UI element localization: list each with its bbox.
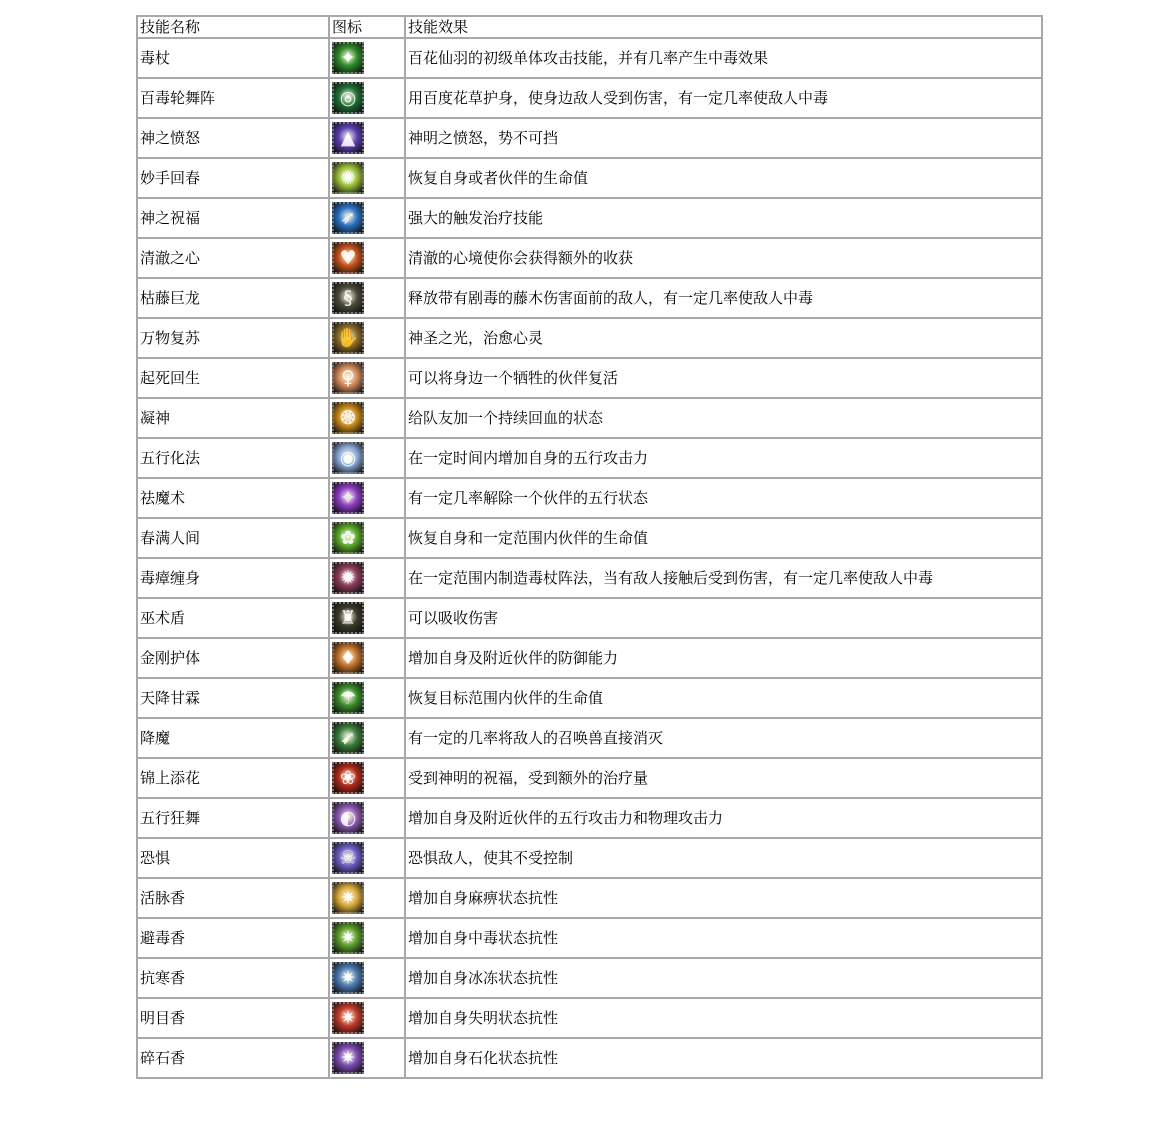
elemental-dance-icon: [332, 802, 364, 834]
skill-icon-cell: [329, 278, 405, 318]
skill-icon-cell: [329, 478, 405, 518]
poison-staff-glyph: ✦: [340, 47, 356, 69]
skill-name: 天降甘霖: [137, 678, 329, 718]
divine-blessing-glyph: ➶: [340, 207, 356, 229]
skill-icon-cell: [329, 838, 405, 878]
miasma-glyph: ✹: [340, 567, 356, 589]
skill-name: 锦上添花: [137, 758, 329, 798]
table-row: [137, 1038, 1042, 1078]
skill-name: 起死回生: [137, 358, 329, 398]
demon-subdue-icon: [332, 722, 364, 754]
fear-glyph: ☠: [339, 847, 357, 869]
vine-dragon-glyph: §: [343, 287, 353, 309]
resurrect-glyph: ♀: [341, 367, 355, 389]
five-elements-glyph: ◉: [339, 447, 357, 469]
skill-icon-cell: [329, 518, 405, 558]
skill-name: 春满人间: [137, 518, 329, 558]
skill-name: 抗寒香: [137, 958, 329, 998]
skill-icon-cell: [329, 158, 405, 198]
pulse-incense-icon: [332, 882, 364, 914]
skill-effect: 恢复目标范围内伙伴的生命值: [405, 678, 1042, 718]
exorcism-icon: [332, 482, 364, 514]
table-row: [137, 158, 1042, 198]
skill-icon-cell: [329, 598, 405, 638]
skill-icon-cell: [329, 198, 405, 238]
skill-icon-cell: [329, 638, 405, 678]
skill-effect: 增加自身及附近伙伴的五行攻击力和物理攻击力: [405, 798, 1042, 838]
table-row: [137, 118, 1042, 158]
table-row: [137, 638, 1042, 678]
table-row: [137, 598, 1042, 638]
skill-name: 活脉香: [137, 878, 329, 918]
table-row: [137, 998, 1042, 1038]
revival-icon: [332, 322, 364, 354]
skill-name: 神之祝福: [137, 198, 329, 238]
divine-wrath-icon: [332, 122, 364, 154]
table-row: [137, 758, 1042, 798]
table-row: [137, 478, 1042, 518]
antidote-incense-glyph: ✷: [340, 927, 356, 949]
table-row: [137, 958, 1042, 998]
resurrect-icon: [332, 362, 364, 394]
skill-effect: 用百度花草护身，使身边敌人受到伤害，有一定几率使敌人中毒: [405, 78, 1042, 118]
skill-icon-cell: [329, 718, 405, 758]
fear-icon: [332, 842, 364, 874]
divine-blessing-icon: [332, 202, 364, 234]
skill-effect: 神明之愤怒，势不可挡: [405, 118, 1042, 158]
skill-icon-cell: [329, 918, 405, 958]
skill-name: 百毒轮舞阵: [137, 78, 329, 118]
diamond-body-icon: [332, 642, 364, 674]
clear-eye-incense-glyph: ✷: [340, 1007, 356, 1029]
stone-break-incense-icon: [332, 1042, 364, 1074]
skill-name: 清澈之心: [137, 238, 329, 278]
skill-icon-cell: [329, 558, 405, 598]
pulse-incense-glyph: ✷: [340, 887, 356, 909]
table-body: [137, 38, 1042, 1078]
header-skill-name: 技能名称: [137, 16, 329, 38]
skill-name: 降魔: [137, 718, 329, 758]
focus-glyph: ❂: [340, 407, 356, 429]
table-row: [137, 198, 1042, 238]
elemental-dance-glyph: ◐: [339, 807, 357, 829]
skill-icon-cell: [329, 118, 405, 158]
witch-shield-glyph: ♜: [339, 607, 357, 629]
spring-glyph: ✿: [340, 527, 356, 549]
skill-name: 明目香: [137, 998, 329, 1038]
table-row: [137, 838, 1042, 878]
vine-dragon-icon: [332, 282, 364, 314]
skill-name: 巫术盾: [137, 598, 329, 638]
stone-break-incense-glyph: ✷: [340, 1047, 356, 1069]
clear-eye-incense-icon: [332, 1002, 364, 1034]
table-row: [137, 438, 1042, 478]
divine-wrath-glyph: ▲: [340, 127, 356, 149]
skill-effect: 有一定几率解除一个伙伴的五行状态: [405, 478, 1042, 518]
skill-name: 五行狂舞: [137, 798, 329, 838]
skill-name: 碎石香: [137, 1038, 329, 1078]
skill-effect: 增加自身中毒状态抗性: [405, 918, 1042, 958]
table-row: [137, 558, 1042, 598]
cold-resist-incense-icon: [332, 962, 364, 994]
skill-table: [136, 15, 1043, 1079]
skill-effect: 可以吸收伤害: [405, 598, 1042, 638]
skill-name: 凝神: [137, 398, 329, 438]
skill-effect: 受到神明的祝福，受到额外的治疗量: [405, 758, 1042, 798]
table-row: [137, 238, 1042, 278]
skill-icon-cell: [329, 678, 405, 718]
skill-name: 万物复苏: [137, 318, 329, 358]
miasma-icon: [332, 562, 364, 594]
skill-effect: 给队友加一个持续回血的状态: [405, 398, 1042, 438]
header-icon: 图标: [329, 16, 405, 38]
skill-name: 毒杖: [137, 38, 329, 78]
skill-effect: 百花仙羽的初级单体攻击技能，并有几率产生中毒效果: [405, 38, 1042, 78]
table-row: [137, 318, 1042, 358]
skill-effect: 清澈的心境使你会获得额外的收获: [405, 238, 1042, 278]
skill-icon-cell: [329, 238, 405, 278]
poison-whirl-icon: [332, 82, 364, 114]
skill-effect: 增加自身石化状态抗性: [405, 1038, 1042, 1078]
table-row: [137, 798, 1042, 838]
sweet-rain-glyph: ☂: [339, 687, 357, 709]
skill-effect: 有一定的几率将敌人的召唤兽直接消灭: [405, 718, 1042, 758]
skill-name: 恐惧: [137, 838, 329, 878]
skill-icon-cell: [329, 1038, 405, 1078]
skill-icon-cell: [329, 878, 405, 918]
table-row: [137, 278, 1042, 318]
table-header: [137, 16, 1042, 38]
skill-name: 五行化法: [137, 438, 329, 478]
table-row: [137, 38, 1042, 78]
skill-icon-cell: [329, 998, 405, 1038]
exorcism-glyph: ✧: [340, 487, 356, 509]
skill-icon-cell: [329, 798, 405, 838]
flower-bonus-icon: [332, 762, 364, 794]
skill-effect: 神圣之光，治愈心灵: [405, 318, 1042, 358]
skill-name: 毒瘴缠身: [137, 558, 329, 598]
header-row: [137, 16, 1042, 38]
table-row: [137, 518, 1042, 558]
skill-effect: 可以将身边一个牺牲的伙伴复活: [405, 358, 1042, 398]
sweet-rain-icon: [332, 682, 364, 714]
skill-icon-cell: [329, 438, 405, 478]
skill-name: 避毒香: [137, 918, 329, 958]
skill-icon-cell: [329, 398, 405, 438]
table-row: [137, 918, 1042, 958]
skill-effect: 强大的触发治疗技能: [405, 198, 1042, 238]
healing-hands-icon: [332, 162, 364, 194]
flower-bonus-glyph: ❀: [340, 767, 356, 789]
skill-name: 神之愤怒: [137, 118, 329, 158]
skill-effect: 增加自身冰冻状态抗性: [405, 958, 1042, 998]
witch-shield-icon: [332, 602, 364, 634]
skill-name: 祛魔术: [137, 478, 329, 518]
spring-icon: [332, 522, 364, 554]
skill-effect: 增加自身及附近伙伴的防御能力: [405, 638, 1042, 678]
skill-effect: 在一定范围内制造毒杖阵法，当有敌人接触后受到伤害，有一定几率使敌人中毒: [405, 558, 1042, 598]
diamond-body-glyph: ♦: [339, 647, 357, 669]
skill-name: 妙手回春: [137, 158, 329, 198]
skill-name: 金刚护体: [137, 638, 329, 678]
skill-name: 枯藤巨龙: [137, 278, 329, 318]
skill-effect: 恐惧敌人，使其不受控制: [405, 838, 1042, 878]
table-row: [137, 358, 1042, 398]
table-row: [137, 678, 1042, 718]
poison-whirl-glyph: ◎: [339, 87, 357, 109]
skill-effect: 在一定时间内增加自身的五行攻击力: [405, 438, 1042, 478]
five-elements-icon: [332, 442, 364, 474]
table-row: [137, 718, 1042, 758]
skill-effect: 恢复自身或者伙伴的生命值: [405, 158, 1042, 198]
skill-effect: 增加自身失明状态抗性: [405, 998, 1042, 1038]
skill-icon-cell: [329, 78, 405, 118]
skill-effect: 释放带有剧毒的藤木伤害面前的敌人，有一定几率使敌人中毒: [405, 278, 1042, 318]
skill-effect: 增加自身麻痹状态抗性: [405, 878, 1042, 918]
skill-icon-cell: [329, 38, 405, 78]
antidote-incense-icon: [332, 922, 364, 954]
poison-staff-icon: [332, 42, 364, 74]
skill-effect: 恢复自身和一定范围内伙伴的生命值: [405, 518, 1042, 558]
header-skill-effect: 技能效果: [405, 16, 1042, 38]
table-row: [137, 398, 1042, 438]
skill-icon-cell: [329, 358, 405, 398]
skill-icon-cell: [329, 758, 405, 798]
healing-hands-glyph: ✺: [340, 167, 356, 189]
cold-resist-incense-glyph: ✷: [340, 967, 356, 989]
demon-subdue-glyph: ➹: [340, 727, 356, 749]
clear-heart-icon: [332, 242, 364, 274]
clear-heart-glyph: ♥: [339, 247, 357, 269]
focus-icon: [332, 402, 364, 434]
skill-icon-cell: [329, 318, 405, 358]
table-row: [137, 78, 1042, 118]
table-row: [137, 878, 1042, 918]
skill-icon-cell: [329, 958, 405, 998]
revival-glyph: ✋: [336, 327, 360, 349]
